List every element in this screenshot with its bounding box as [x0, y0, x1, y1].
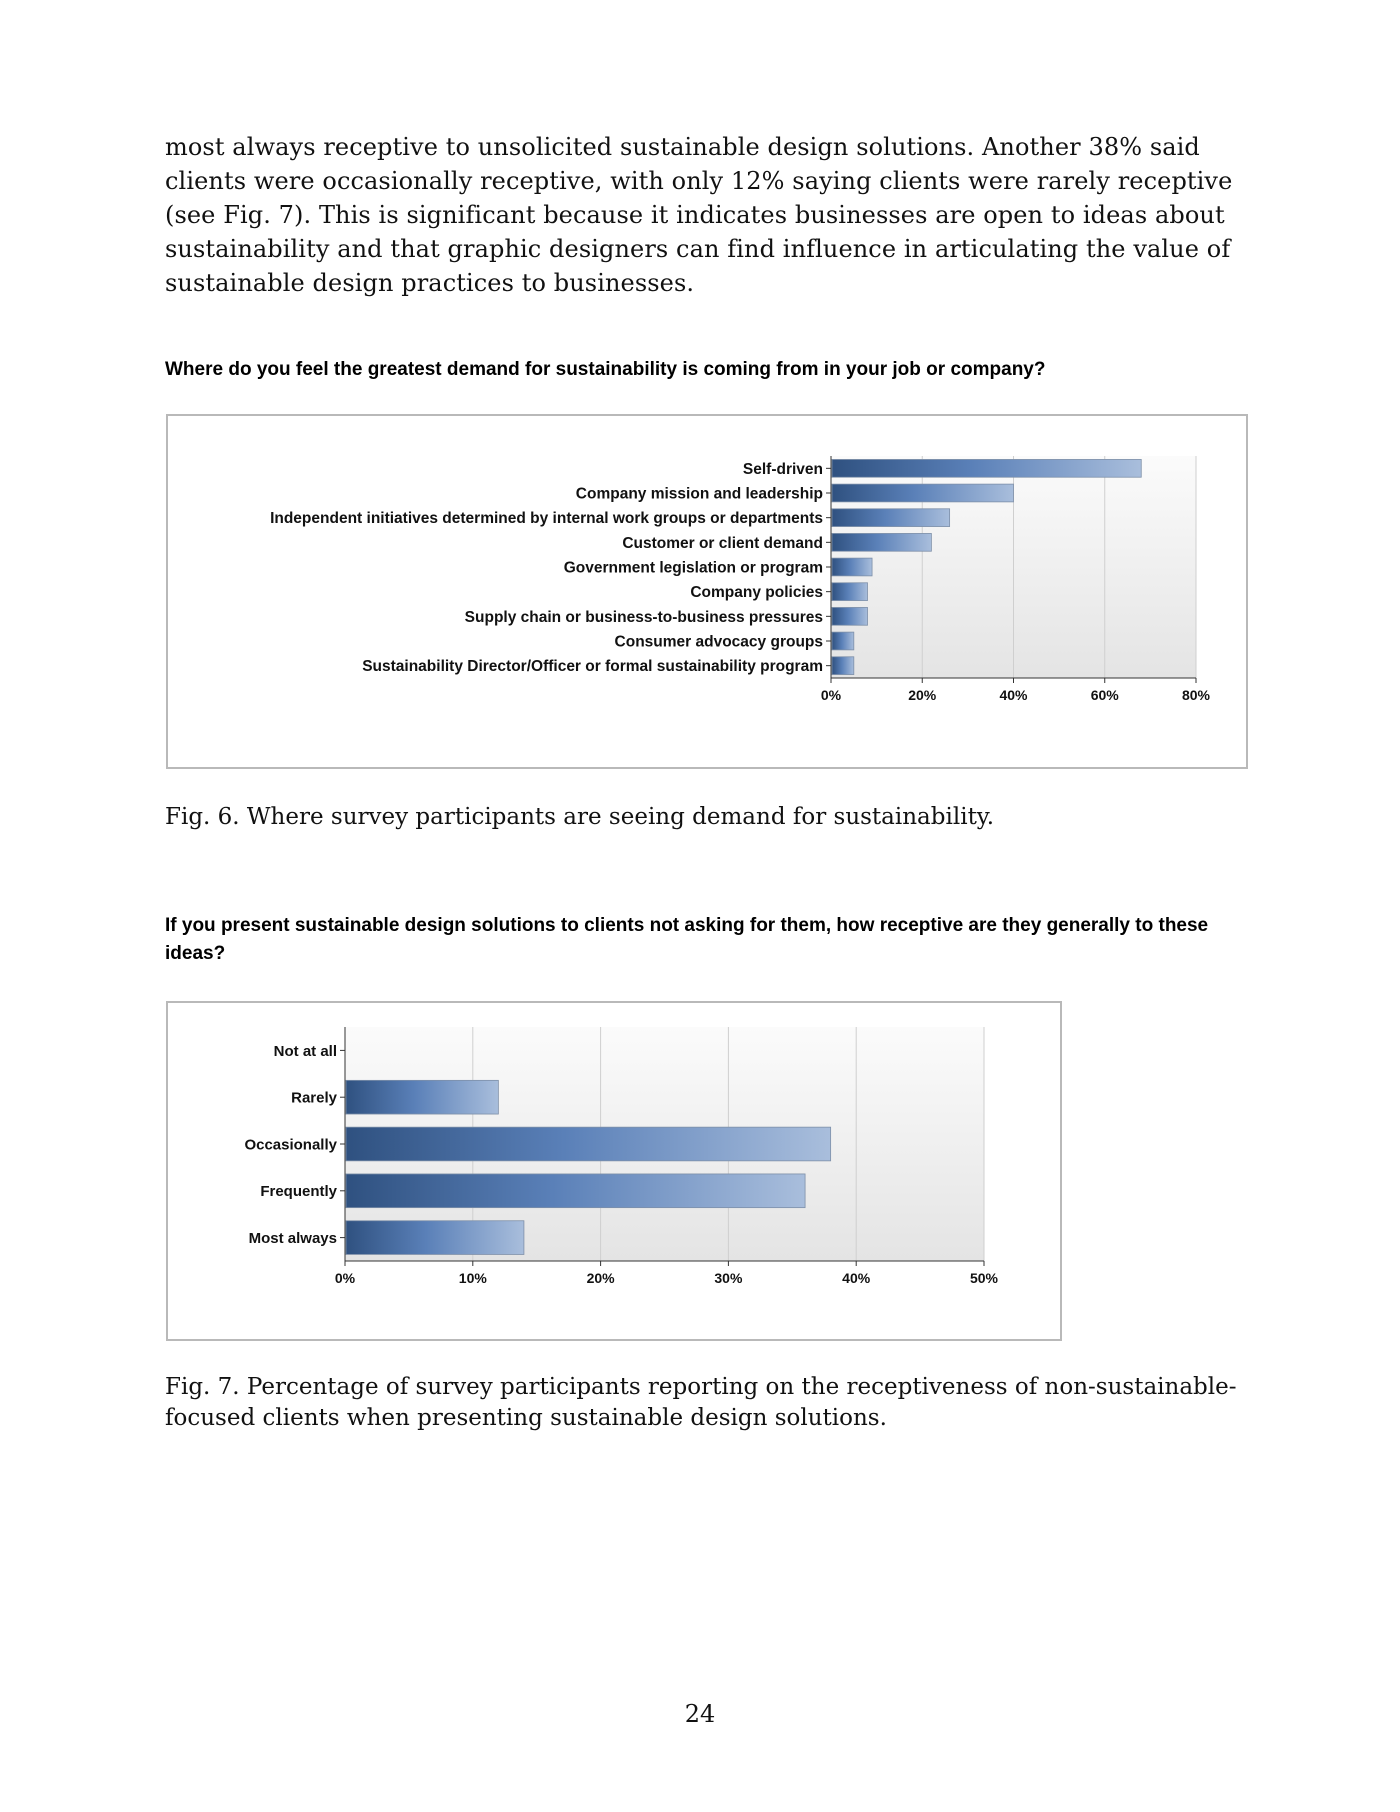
fig6-xtick-label: 0%: [820, 687, 842, 703]
fig7-category-label: Most always: [248, 1230, 337, 1247]
fig7-category-label: Not at all: [273, 1042, 337, 1060]
fig7-xtick-label: 30%: [714, 1270, 743, 1286]
fig6-bar: [832, 558, 872, 576]
fig6-bar: [832, 607, 868, 625]
fig6-bar: [832, 657, 854, 675]
page-number: 24: [684, 1700, 716, 1728]
fig6-xtick-label: 60%: [1090, 687, 1119, 703]
fig6-bar: [832, 459, 1141, 477]
figure7-chart-svg: [168, 1003, 1060, 1339]
fig6-bar: [832, 583, 868, 601]
figure6-chart: [166, 414, 1248, 769]
fig6-bar: [832, 533, 931, 551]
fig7-xtick-label: 20%: [586, 1270, 615, 1286]
fig6-category-label: Supply chain or business-to-business pressures: [464, 608, 823, 626]
fig6-category-label: Independent initiatives determined by internal work groups or departments: [270, 510, 823, 528]
fig6-category-label: Sustainability Director/Officer or formal sustainability program: [362, 658, 823, 676]
figure6-caption: Fig. 6. Where survey participants are seeing demand for sustainability.: [165, 804, 995, 830]
fig7-category-label: Rarely: [291, 1089, 337, 1107]
figure7-caption: Fig. 7. Percentage of survey participants reporting on the receptiveness of non-sustainable-focused clients when presenting sustainable design solutions.: [165, 1374, 1237, 1431]
fig6-category-label: Company policies: [690, 584, 823, 602]
fig6-category-label: Self-driven: [742, 460, 823, 478]
fig6-xtick-label: 20%: [908, 687, 937, 703]
figure7-question: If you present sustainable design solutions to clients not asking for them, how receptive are they generally to these ideas?: [165, 915, 1209, 964]
fig7-bar: [346, 1174, 805, 1208]
fig6-category-label: Customer or client demand: [622, 534, 823, 552]
body-paragraph: most always receptive to unsolicited sustainable design solutions. Another 38% said clients were occasionally receptive, with only 12% saying clients were rarely receptive (see Fig. 7). This is significant because it indicates businesses are open to ideas about sustainability and that graphic designers can find influence in articulating the value of sustainable design practices to businesses.: [165, 133, 1233, 297]
fig6-bar: [832, 509, 950, 527]
fig7-bar: [346, 1221, 524, 1255]
fig6-bar: [832, 484, 1014, 502]
fig7-category-label: Frequently: [260, 1183, 337, 1201]
fig6-xtick-label: 40%: [999, 687, 1028, 703]
fig7-category-label: Occasionally: [244, 1136, 337, 1154]
fig7-bar: [346, 1080, 498, 1114]
fig7-xtick-label: 40%: [842, 1270, 871, 1286]
fig7-xtick-label: 50%: [969, 1270, 999, 1286]
fig6-xtick-label: 80%: [1181, 687, 1211, 703]
fig6-category-label: Company mission and leadership: [575, 485, 823, 503]
figure6-question: Where do you feel the greatest demand for sustainability is coming from in your job or company?: [165, 359, 1046, 380]
fig7-bar: [346, 1127, 831, 1161]
figure6-chart-svg: [168, 416, 1246, 767]
fig6-category-label: Consumer advocacy groups: [614, 633, 823, 651]
fig7-xtick-label: 10%: [458, 1270, 487, 1286]
figure7-chart: [166, 1001, 1062, 1341]
fig7-xtick-label: 0%: [334, 1270, 356, 1286]
fig6-bar: [832, 632, 854, 650]
fig6-category-label: Government legislation or program: [563, 559, 823, 577]
